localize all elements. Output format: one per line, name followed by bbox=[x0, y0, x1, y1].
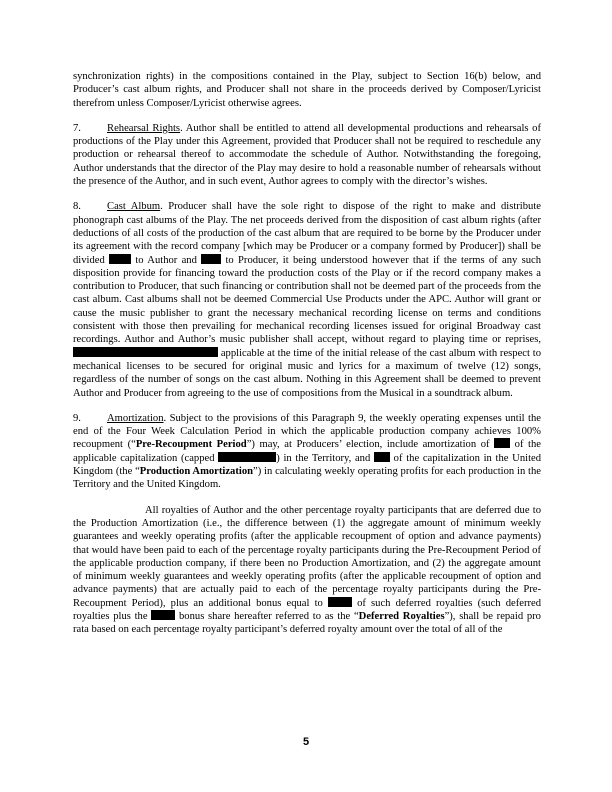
section-text: . Producer shall have the sole right to dispose of the right to make and distribute phonograph cast albums of the Play. The net proceeds derived from the disposition of cast album rights (after deductions of all costs of the production of the cast album that are required to be borne by the Producer under its agreement with the record company [which may be Producer or a company formed by Producer]) shall be divided bbox=[73, 201, 541, 266]
redaction-box bbox=[73, 347, 218, 357]
paragraph-continued bbox=[73, 70, 541, 110]
section-text: of the applicable capitalization (capped bbox=[73, 439, 542, 464]
section-text: ) in the Territory, and bbox=[276, 452, 374, 464]
section-text: . Subject to the provisions of this Paragraph 9, the weekly operating expenses until the end of the Four Week Calculation Period in which the applicable production company achieves 100% recoupment (“ bbox=[73, 412, 541, 451]
section-number: 9. bbox=[73, 412, 81, 424]
paragraph-text: bonus share hereafter referred to as the “ bbox=[175, 610, 359, 622]
redaction-box bbox=[109, 254, 131, 264]
section-9-amortization bbox=[73, 412, 541, 492]
section-text: ”) may, at Producers’ election, include amortization of bbox=[246, 439, 495, 451]
section-text: applicable at the time of the initial release of the cast album with respect to mechanical licenses to be secured for original music and lyrics for a maximum of twelve (12) songs, regardless of the number of songs on the cast album. Nothing in this Agreement shall be deemed to prevent Author and Producer from agreeing to the use of compositions from the Musical in a soundtrack album. bbox=[73, 347, 541, 399]
page-number: 5 bbox=[302, 736, 310, 748]
section-heading: Cast Album bbox=[107, 201, 161, 213]
section-text: to Author and bbox=[131, 254, 202, 266]
paragraph-text: synchronization rights) in the compositions contained in the Play, subject to Section 16(b) below, and Producer’s cast album rights, and Producer shall not share in the proceeds derived by Composer/Lyricist therefrom unless Composer/Lyricist otherwise agrees. bbox=[73, 71, 541, 109]
redaction-box bbox=[218, 452, 276, 462]
redaction-box bbox=[151, 610, 175, 620]
section-heading: Amortization bbox=[107, 412, 164, 424]
section-heading: Rehearsal Rights bbox=[107, 122, 181, 134]
section-text: . Author shall be entitled to attend all developmental productions and rehearsals of productions of the Play under this Agreement, provided that Producer shall not be required to reschedule any production or rehearsal thereof to accommodate the schedule of Author. Notwithstanding the foregoing, Author understands that the director of the Play may desire to hold a reasonable number of rehearsals without the presence of the Author, and in such event, Author agrees to comply with the director’s wishes. bbox=[73, 122, 541, 188]
defined-term: Deferred Royalties bbox=[358, 610, 445, 622]
paragraph-text: All royalties of Author and the other percentage royalty participants that are deferred due to the Production Amortization (i.e., the difference between (1) the aggregate amount of minimum weekly guarantees and weekly operating profits (after the applicable recoupment of option and advance payments) that would have been paid to each of the percentage royalty participants during the Pre-Recoupment Period of the applicable production company, if there been no Production Amortization, and (2) the aggregate amount of minimum weekly guarantees and weekly operating profits (after the applicable recoupment of option and advance payments) that are actually paid to each of the percentage royalty participants during the Pre-Recoupment Period), plus an additional bonus equal to bbox=[73, 504, 541, 609]
redaction-box bbox=[201, 254, 221, 264]
defined-term: Production Amortization bbox=[139, 466, 254, 478]
section-7-rehearsal-rights bbox=[73, 122, 541, 188]
paragraph-text: ”), shall be repaid pro rata based on each percentage royalty participant’s deferred royalty amount over the total of all of the bbox=[73, 610, 541, 636]
redaction-box bbox=[494, 438, 510, 448]
defined-term: Pre-Recoupment Period bbox=[135, 439, 247, 451]
section-text: of the capitalization in the United Kingdom (the “ bbox=[73, 452, 542, 478]
section-8-cast-album bbox=[73, 200, 541, 399]
section-number: 7. bbox=[73, 122, 81, 134]
redaction-box bbox=[328, 597, 352, 607]
section-text: to Producer, it being understood however that if the terms of any such disposition provide for financing toward the production costs of the Play or if the record company makes a contribution to Producer, that such financing or contribution shall not be deemed part of the proceeds from the cast album. Cast albums shall not be deemed Commercial Use Products under the APC. Author will grant or cause the music publisher to grant the necessary mechanical recording license on terms and conditions consistent with those then prevailing for mechanical recording licenses issued for original Broadway cast recordings. Author and Author’s music publisher shall accept, without regard to playing time or reprises, bbox=[73, 254, 542, 346]
paragraph-text: of such deferred royalties (such deferred royalties plus the bbox=[73, 597, 541, 622]
paragraph-deferred-royalties bbox=[73, 504, 541, 637]
section-text: ”) in calculating weekly operating profits for each production in the Territory and the United Kingdom. bbox=[73, 466, 541, 491]
document-body bbox=[73, 70, 541, 649]
redaction-box bbox=[374, 452, 390, 462]
section-number: 8. bbox=[73, 201, 81, 213]
